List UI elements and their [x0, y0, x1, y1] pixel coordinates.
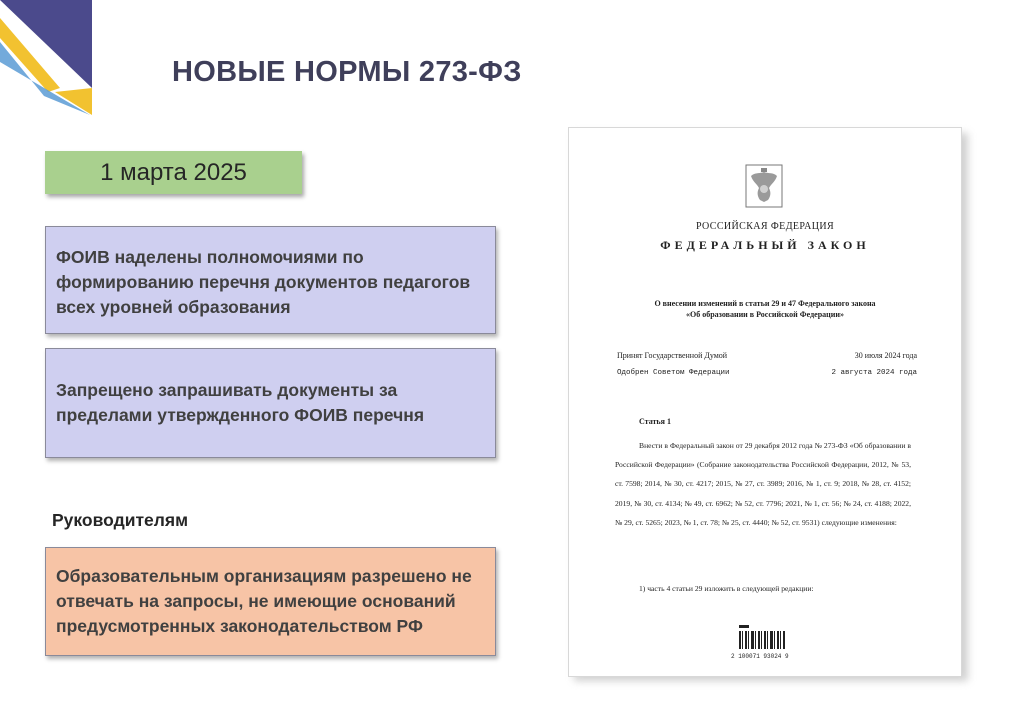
adopted-date: 30 июля 2024 года	[854, 351, 917, 360]
document-subject-line2: «Об образовании в Российской Федерации»	[686, 310, 844, 319]
info-box-foiv-powers: ФОИВ наделены полномочиями по формированию перечня документов педагогов всех уровней образования	[45, 226, 496, 334]
approved-line	[617, 369, 917, 377]
document-body-paragraph: Внести в Федеральный закон от 29 декабря 2012 года № 273-ФЗ «Об образовании в Российской Федерации» (Собрание законодательства Российской Федерации, 2012, № 53, ст. 7598; 2014, № 30, ст. 4217; 2015, № 27, ст. 3989; 2016, № 1, ст. 9; 2018, № 28, ст. 4152; 2019, № 30, ст. 4134; № 49, ст. 6962; № 52, ст. 7796; 2021, № 1, ст. 56; № 24, ст. 4188; 2022, № 29, ст. 5265; 2023, № 1, ст. 78; № 25, ст. 4440; № 52, ст. 9531) следующие изменения:	[615, 441, 911, 527]
barcode-number: 2 100071 93024 9	[731, 653, 789, 660]
document-body	[615, 436, 911, 532]
slide-title: НОВЫЕ НОРМЫ 273-ФЗ	[172, 56, 522, 88]
document-subject-line1: О внесении изменений в статьи 29 и 47 Федерального закона	[654, 299, 876, 308]
adopted-line	[617, 351, 917, 360]
approved-label: Одобрен Советом Федерации	[617, 369, 730, 377]
heads-label: Руководителям	[52, 510, 189, 530]
barcode-icon	[739, 625, 785, 651]
date-badge: 1 марта 2025	[45, 151, 302, 194]
corner-decoration	[0, 0, 100, 120]
document-country: РОССИЙСКАЯ ФЕДЕРАЦИЯ	[695, 221, 835, 232]
document-subject	[569, 298, 961, 320]
info-box-documents-ban: Запрещено запрашивать документы за пределами утвержденного ФОИВ перечня	[45, 348, 496, 458]
article-heading: Статья 1	[639, 417, 671, 426]
document-item: 1) часть 4 статьи 29 изложить в следующей редакции:	[639, 584, 814, 593]
adopted-label: Принят Государственной Думой	[617, 351, 728, 360]
approved-date: 2 августа 2024 года	[831, 369, 917, 377]
law-document	[568, 127, 962, 677]
russian-coat-of-arms-icon	[745, 164, 783, 208]
document-type: ФЕДЕРАЛЬНЫЙ ЗАКОН	[660, 238, 870, 252]
info-box-organizations: Образовательным организациям разрешено не отвечать на запросы, не имеющие оснований предусмотренных законодательством РФ	[45, 547, 496, 656]
